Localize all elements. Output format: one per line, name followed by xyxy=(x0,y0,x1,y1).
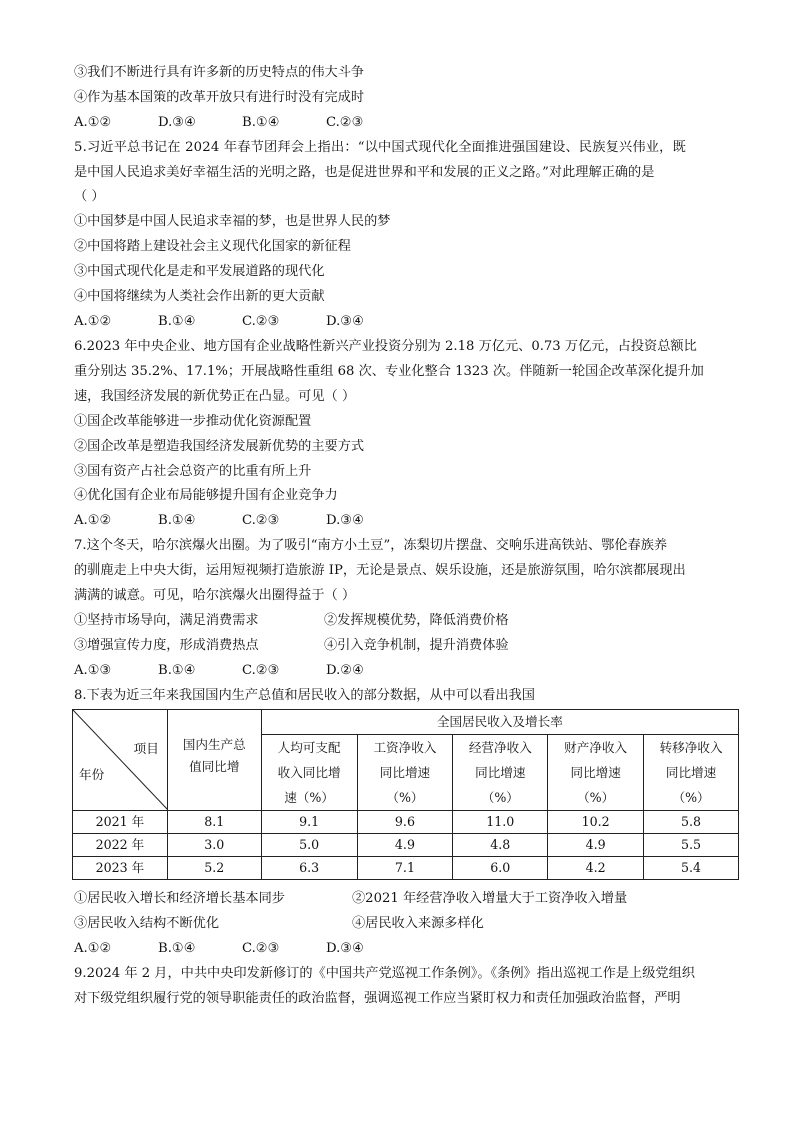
q6-item: ③国有资产占社会总资产的比重有所上升 xyxy=(74,464,312,479)
q7-stem: 满满的诚意。可见，哈尔滨爆火出圈得益于（ ） xyxy=(74,588,356,603)
q7-option[interactable]: D.②④ xyxy=(326,663,364,678)
value-cell: 6.0 xyxy=(453,857,548,880)
year-cell: 2023 年 xyxy=(73,857,168,880)
subheader-cell: 工资净收入 同比增速 （%） xyxy=(357,735,453,811)
q5-option[interactable]: B.①④ xyxy=(158,314,196,329)
q6-stem: 重分别达 35.2%、17.1%；开展战略性重组 68 次、专业化整合 1323 次。伴随新一轮国企改革深化提升加 xyxy=(74,364,704,379)
value-cell: 10.2 xyxy=(548,811,644,834)
value-cell: 3.0 xyxy=(167,834,261,857)
value-cell: 9.6 xyxy=(357,811,453,834)
gdp-header-line: 国内生产总 xyxy=(182,737,246,752)
q9-stem: 对下级党组织履行党的领导职能责任的政治监督，强调巡视工作应当紧盯权力和责任加强政治监督，严明 xyxy=(74,991,681,1006)
diagonal-line xyxy=(73,710,168,810)
q8-item: ③居民收入结构不断优化 xyxy=(74,916,220,931)
q4-item-4: ④作为基本国策的改革开放只有进行时没有完成时 xyxy=(74,90,365,105)
table-corner-cell xyxy=(73,710,168,811)
q7-item: ④引入竞争机制，提升消费体验 xyxy=(324,638,509,653)
value-cell: 7.1 xyxy=(357,857,453,880)
q5-stem: 5.习近平总书记在 2024 年春节团拜会上指出：“以中国式现代化全面推进强国建设、民族复兴伟业，既 xyxy=(74,140,686,155)
value-cell: 5.5 xyxy=(644,834,739,857)
q6-item: ②国企改革是塑造我国经济发展新优势的主要方式 xyxy=(74,439,365,454)
table-row xyxy=(73,811,739,834)
q8-options xyxy=(74,938,364,960)
q7-item: ①坚持市场导向，满足消费需求 xyxy=(74,613,259,628)
value-cell: 4.2 xyxy=(548,857,644,880)
value-cell: 5.4 xyxy=(644,857,739,880)
q5-item: ②中国将踏上建设社会主义现代化国家的新征程 xyxy=(74,239,351,254)
q5-stem: 是中国人民追求美好幸福生活的光明之路，也是促进世界和平和发展的正义之路。”对此理解正确的是 xyxy=(74,165,655,180)
q5-options xyxy=(74,311,364,333)
q8-item: ④居民收入来源多样化 xyxy=(352,916,484,931)
q8-item: ①居民收入增长和经济增长基本同步 xyxy=(74,891,285,906)
q8-option[interactable]: C.②③ xyxy=(242,941,280,956)
income-group-header: 全国居民收入及增长率 xyxy=(261,710,738,735)
q7-item: ②发挥规模优势，降低消费价格 xyxy=(324,613,509,628)
table-header-row xyxy=(73,710,739,735)
q6-item: ①国企改革能够进一步推动优化资源配置 xyxy=(74,414,312,429)
q8-option[interactable]: B.①④ xyxy=(158,941,196,956)
q7-option[interactable]: C.②③ xyxy=(242,663,280,678)
q4-option[interactable]: C.②③ xyxy=(326,115,364,130)
q8-option[interactable]: D.③④ xyxy=(326,941,364,956)
q4-options xyxy=(74,112,363,134)
subheader-cell: 经营净收入 同比增速 （%） xyxy=(453,735,548,811)
q6-stem: 速，我国经济发展的新优势正在凸显。可见（ ） xyxy=(74,389,356,404)
q5-item: ①中国梦是中国人民追求幸福的梦，也是世界人民的梦 xyxy=(74,214,391,229)
gdp-header-line: 值同比增 xyxy=(189,759,240,774)
q5-option[interactable]: A.①② xyxy=(74,314,112,329)
q6-item: ④优化国有企业布局能够提升国有企业竞争力 xyxy=(74,488,338,503)
q4-option[interactable]: D.③④ xyxy=(158,115,196,130)
subheader-cell: 转移净收入 同比增速 （%） xyxy=(644,735,739,811)
q4-item-3: ③我们不断进行具有许多新的历史特点的伟大斗争 xyxy=(74,65,365,80)
q8-stem: 8.下表为近三年来我国国内生产总值和居民收入的部分数据，从中可以看出我国 xyxy=(74,688,535,703)
value-cell: 6.3 xyxy=(261,857,357,880)
q6-options xyxy=(74,510,364,532)
q4-option[interactable]: A.①② xyxy=(74,115,112,130)
q6-stem: 6.2023 年中央企业、地方国有企业战略性新兴产业投资分别为 2.18 万亿元、0.73 万亿元，占投资总额比 xyxy=(74,339,697,354)
value-cell: 5.8 xyxy=(644,811,739,834)
q6-option[interactable]: D.③④ xyxy=(326,513,364,528)
value-cell: 5.0 xyxy=(261,834,357,857)
q6-option[interactable]: A.①② xyxy=(74,513,112,528)
q5-item: ③中国式现代化是走和平发展道路的现代化 xyxy=(74,264,325,279)
q8-option[interactable]: A.①② xyxy=(74,941,112,956)
value-cell: 9.1 xyxy=(261,811,357,834)
q5-item: ④中国将继续为人类社会作出新的更大贡献 xyxy=(74,289,325,304)
q4-option[interactable]: B.①④ xyxy=(242,115,280,130)
corner-item-label: 项目 xyxy=(133,741,159,756)
corner-year-label: 年份 xyxy=(79,767,105,782)
income-table xyxy=(72,709,739,880)
q7-option[interactable]: A.①③ xyxy=(74,663,112,678)
value-cell: 5.2 xyxy=(167,857,261,880)
q6-option[interactable]: C.②③ xyxy=(242,513,280,528)
value-cell: 8.1 xyxy=(167,811,261,834)
value-cell: 11.0 xyxy=(453,811,548,834)
year-cell: 2022 年 xyxy=(73,834,168,857)
subheader-cell: 财产净收入 同比增速 （%） xyxy=(548,735,644,811)
q9-stem: 9.2024 年 2 月，中共中央印发新修订的《中国共产党巡视工作条例》。《条例》指出巡视工作是上级党组织 xyxy=(74,966,695,981)
gdp-header-cell xyxy=(167,710,261,811)
q7-options xyxy=(74,660,364,682)
q5-stem: （ ） xyxy=(74,189,105,204)
year-cell: 2021 年 xyxy=(73,811,168,834)
q8-item: ②2021 年经营净收入增量大于工资净收入增量 xyxy=(352,891,628,906)
value-cell: 4.9 xyxy=(548,834,644,857)
value-cell: 4.9 xyxy=(357,834,453,857)
q6-option[interactable]: B.①④ xyxy=(158,513,196,528)
q7-option[interactable]: B.①④ xyxy=(158,663,196,678)
value-cell: 4.8 xyxy=(453,834,548,857)
q5-option[interactable]: C.②③ xyxy=(242,314,280,329)
q5-option[interactable]: D.③④ xyxy=(326,314,364,329)
q7-item: ③增强宣传力度，形成消费热点 xyxy=(74,638,259,653)
subheader-cell: 人均可支配 收入同比增 速（%） xyxy=(261,735,357,811)
table-row xyxy=(73,857,739,880)
q7-stem: 的驯鹿走上中央大街，运用短视频打造旅游 IP，无论是景点、娱乐设施，还是旅游氛围，哈尔滨都展现出 xyxy=(74,563,686,578)
q7-stem: 7.这个冬天，哈尔滨爆火出圈。为了吸引“南方小土豆”，冻梨切片摆盘、交响乐进高铁站、鄂伦春族养 xyxy=(74,538,668,553)
table-row xyxy=(73,834,739,857)
